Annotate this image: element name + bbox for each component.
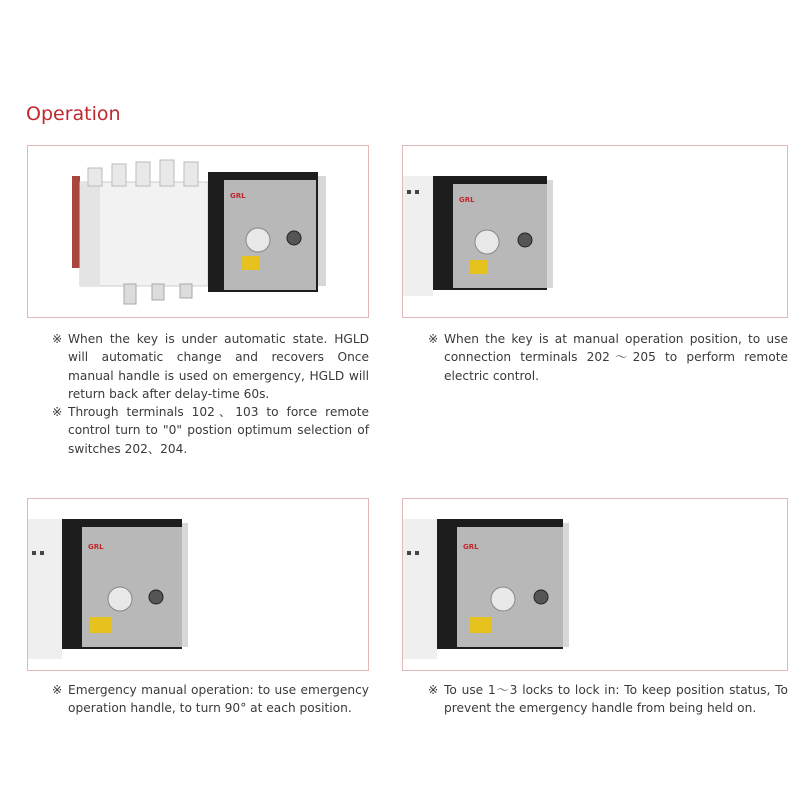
controller-side	[182, 523, 188, 647]
key-lock-icon	[149, 590, 163, 604]
controller-side	[318, 176, 326, 286]
handle-socket-icon	[108, 587, 132, 611]
switch-side	[80, 182, 100, 286]
switch-body	[403, 519, 437, 659]
note-mark: ※	[428, 332, 439, 346]
notes-manual	[428, 330, 788, 385]
padlock-tab-icon	[469, 260, 487, 274]
note-item	[428, 681, 788, 718]
note-text: To use 1～3 locks to lock in: To keep position status, To prevent the emergency handle from being held on.	[444, 683, 788, 716]
note-mark: ※	[52, 405, 63, 420]
brand-logo: GRL	[230, 192, 246, 200]
bottom-terminals	[124, 284, 192, 304]
note-text: Through terminals 102、103 to force remote control turn to "0" postion optimum selection of switches 202、204.	[68, 405, 369, 456]
note-mark: ※	[52, 332, 63, 346]
note-text: Emergency manual operation: to use emergency operation handle, to turn 90° at each position.	[68, 683, 369, 716]
key-lock-icon	[534, 590, 548, 604]
padlock-tab-icon	[469, 617, 491, 633]
product-image-automatic	[27, 145, 369, 318]
note-item	[52, 403, 369, 458]
note-mark: ※	[52, 683, 63, 697]
note-text: When the key is under automatic state. HGLD will automatic change and recovers Once manual handle is used on emergency, HGLD will return back after delay-time 60s.	[68, 332, 369, 401]
padlock-tab-icon	[90, 617, 112, 633]
key-lock-icon	[518, 233, 532, 247]
page-title: Operation	[26, 103, 121, 125]
controller-side	[547, 180, 553, 288]
switch-closeup	[403, 499, 788, 671]
product-image-lock	[402, 498, 788, 671]
key-lock-icon	[287, 231, 301, 245]
notes-automatic	[52, 330, 369, 458]
product-image-emergency	[27, 498, 369, 671]
busbar	[72, 176, 80, 268]
product-image-manual	[402, 145, 788, 318]
brand-logo: GRL	[88, 543, 104, 551]
note-mark: ※	[428, 683, 439, 697]
switch-illustration	[28, 146, 369, 318]
switch-closeup	[403, 146, 788, 318]
controller-side	[563, 523, 569, 647]
note-item	[428, 330, 788, 385]
handle-socket-icon	[475, 230, 499, 254]
notes-emergency	[52, 681, 369, 718]
switch-body	[28, 519, 62, 659]
notes-lock	[428, 681, 788, 718]
switch-closeup	[28, 499, 369, 671]
note-item	[52, 330, 369, 403]
handle-socket-icon	[491, 587, 515, 611]
handle-socket-icon	[246, 228, 270, 252]
brand-logo: GRL	[463, 543, 479, 551]
padlock-tab-icon	[242, 256, 260, 270]
brand-logo: GRL	[459, 196, 475, 204]
note-item	[52, 681, 369, 718]
note-text: When the key is at manual operation position, to use connection terminals 202～205 to perform remote electric control.	[444, 332, 788, 383]
